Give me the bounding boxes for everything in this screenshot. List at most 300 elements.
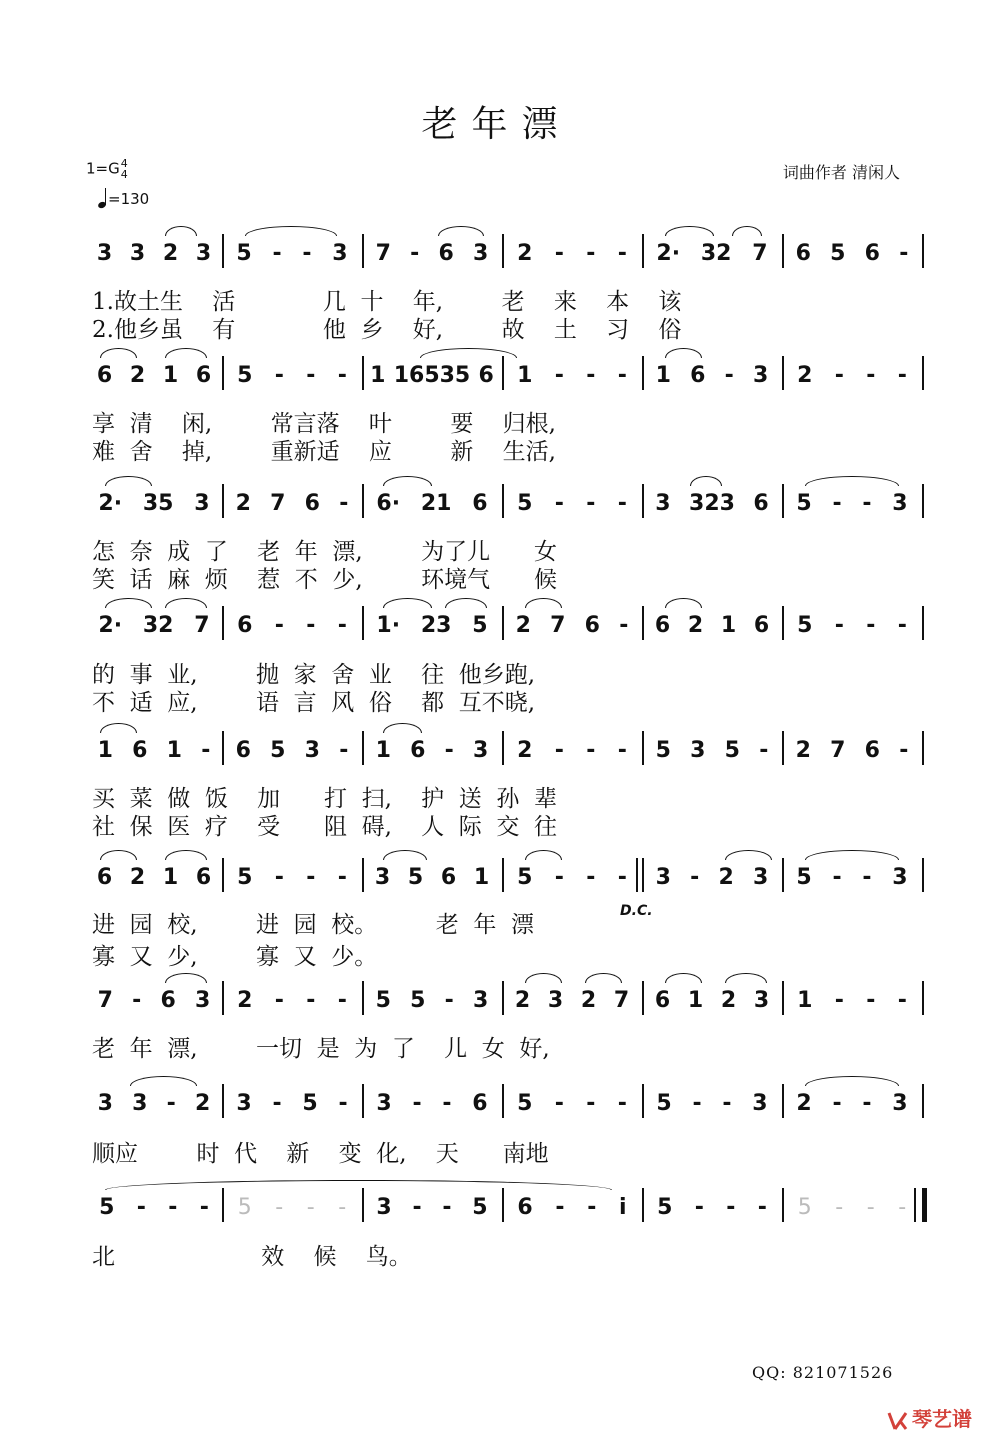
note: 3 [195,987,211,1013]
measure [786,862,918,892]
bar-line [642,1188,644,1222]
note: - [586,864,596,890]
note: - [617,864,627,890]
measure [786,360,918,390]
note: 16535 [393,362,471,388]
measure [88,238,220,268]
note: 6 [96,864,113,890]
slur-mark [245,226,337,236]
note: 2 [795,737,811,763]
note: 6 [440,864,457,890]
note: - [554,240,564,266]
note: 6 [795,240,811,266]
measure [226,1088,358,1118]
bar-line [782,858,784,892]
note: 5 [302,1090,318,1116]
note: 5 [236,240,252,266]
note: 3 [690,737,706,763]
note: - [866,987,876,1013]
note: - [306,362,316,388]
bar-line [222,858,224,892]
bar-line [222,1084,224,1118]
measure [646,238,778,268]
note: 3 [473,737,489,763]
measure [366,862,498,892]
note: - [834,987,844,1013]
note: - [586,362,596,388]
measure [646,735,778,765]
bar-line [362,234,364,268]
note: - [306,612,316,638]
note: 2 [517,240,533,266]
note: 7 [752,240,768,266]
bar-line [502,356,504,390]
slur-mark [805,850,899,860]
dc-marking: D.C. [620,903,653,919]
lyric-line: 不 适 应, 语 言 风 俗 都 互不晓, [92,690,536,716]
note: 6 [864,737,880,763]
note: 3 [304,737,320,763]
note: - [554,490,564,516]
note: - [199,1194,209,1220]
note: 3 [752,1090,768,1116]
brand-logo [886,1403,972,1432]
note: - [337,864,347,890]
bar-line [782,1084,784,1118]
note: - [302,240,312,266]
note: - [274,362,284,388]
note: 5 [407,864,424,890]
note: 21 [420,490,452,516]
song-title: 老年漂 [421,104,572,145]
lyric-line: 的 事 业, 抛 家 舍 业 往 他乡跑, [92,662,536,688]
note: 3 [132,1090,148,1116]
bar-line [502,731,504,765]
note: - [832,1090,842,1116]
score-row [88,985,928,1025]
note: - [757,1194,767,1220]
score-row [88,735,928,775]
note: 2 [162,240,179,266]
note: 5 [237,1194,252,1220]
note: 6 [195,864,212,890]
score-row [88,238,928,278]
measure [88,985,220,1015]
note: - [444,987,454,1013]
note: 7 [270,490,286,516]
slur-mark [805,1076,899,1086]
slur-mark [105,1180,612,1190]
key-prefix: 1=G [86,159,120,178]
note: - [694,1194,704,1220]
note: 3 [195,240,212,266]
slur-mark [130,1076,197,1086]
measure [646,862,778,892]
note: 3 [753,362,769,388]
note: - [412,1090,422,1116]
note: 1 [162,362,179,388]
note: 6 [478,362,494,388]
note: - [168,1194,178,1220]
bar-line [502,858,504,892]
note: 3 [473,240,489,266]
note: 2 [235,490,251,516]
measure [506,610,638,640]
note: - [586,240,596,266]
bar-line [222,981,224,1015]
note: 6 [690,362,706,388]
note: - [617,362,627,388]
bar-line [922,1084,924,1118]
note: 6 [472,490,488,516]
bar-line [922,731,924,765]
note: 3 [892,1090,908,1116]
bar-line [502,1188,504,1222]
score-row [88,488,928,528]
note: 3 [194,490,210,516]
bar-line [642,356,644,390]
note: 2· [98,612,123,638]
bar-line [222,731,224,765]
note: 1 [720,612,737,638]
note: 6 [864,240,880,266]
slur-mark [438,226,484,236]
lyric-line: 顺应 时 代 新 变 化, 天 南地 [92,1141,549,1167]
note: - [617,737,627,763]
note: - [897,987,907,1013]
bar-line [782,981,784,1015]
note: 1 [166,737,182,763]
note: - [899,737,909,763]
slur-mark [105,476,152,486]
note: 6 [195,362,212,388]
bar-line [922,356,924,390]
note: - [136,1194,146,1220]
bar-line [222,234,224,268]
note: 3 [655,490,671,516]
note: 5 [237,362,253,388]
note: 2 [515,612,531,638]
slur-mark [420,348,517,358]
bar-line [502,981,504,1015]
measure [786,238,918,268]
note: 2 [129,864,146,890]
bar-line [502,606,504,640]
lyric-line: 享 清 闲, 常言落 叶 要 归根, [92,411,556,437]
note: 5 [410,987,426,1013]
measure [646,1088,778,1118]
measure [88,735,220,765]
note: 2 [796,1090,812,1116]
note: 6 [304,490,320,516]
bar-line [782,731,784,765]
note: - [724,362,734,388]
note: 3 [97,1090,113,1116]
note: 2 [797,362,813,388]
note: - [337,362,347,388]
note: 6 [584,612,600,638]
key-signature [86,158,128,180]
bar-line [782,234,784,268]
measure [226,360,358,390]
note: 2 [237,987,253,1013]
note: - [897,612,907,638]
tempo-value: =130 [108,190,150,208]
note: 6 [654,987,671,1013]
lyric-line: 寡 又 少, 寡 又 少。 [92,944,378,970]
measure [786,488,918,518]
note: 6 [237,612,253,638]
note: - [272,240,282,266]
note: - [617,1090,627,1116]
note: 32 [700,240,732,266]
note: - [835,1194,844,1220]
bar-line [362,1084,364,1118]
note: - [338,1194,347,1220]
bar-line [642,484,644,518]
slur-mark [525,598,562,608]
lyric-line: 老 年 漂, 一切 是 为 了 儿 女 好, [92,1036,550,1062]
note: 3 [753,864,769,890]
lyric-line: 买 菜 做 饭 加 打 扫, 护 送 孙 辈 [92,786,558,812]
slur-mark [525,850,562,860]
note: 5 [796,490,812,516]
note: 3 [129,240,146,266]
note: - [586,737,596,763]
bar-line [922,1188,927,1222]
score-row [88,1192,928,1232]
note: 3 [892,490,908,516]
note: - [898,1194,907,1220]
note: 7 [550,612,566,638]
measure [88,360,220,390]
note: 6 [753,490,769,516]
note: 1 [797,987,813,1013]
quarter-note-icon [98,188,108,208]
note: - [866,612,876,638]
slur-mark [445,598,487,608]
note: 2 [517,737,533,763]
note: 5 [830,240,846,266]
measure [88,1192,220,1222]
note: - [726,1194,736,1220]
measure [506,985,638,1015]
measure [506,735,638,765]
note: 5 [724,737,740,763]
measure [506,1192,638,1222]
note: 5 [657,1194,673,1220]
note: 5 [656,1090,672,1116]
brand-name: 琴艺谱 [912,1407,972,1431]
slur-mark [805,476,899,486]
note: 5 [517,864,533,890]
time-den: 4 [120,168,128,181]
note: - [338,1090,348,1116]
slur-mark [585,973,622,983]
note: - [692,1090,702,1116]
note: - [554,362,564,388]
note: - [619,612,629,638]
note: 3 [655,864,671,890]
note: 5 [472,1194,488,1220]
note: 2 [580,987,597,1013]
note: - [306,1194,315,1220]
measure [366,1088,498,1118]
note: - [166,1090,176,1116]
note: 7 [375,240,391,266]
bar-line [922,606,924,640]
note: - [554,737,564,763]
bar-line [782,606,784,640]
bar-line [922,234,924,268]
note: 3 [547,987,564,1013]
measure [366,238,498,268]
bar-line [362,484,364,518]
note: 2 [195,1090,211,1116]
measure [646,488,778,518]
bar-line [222,606,224,640]
slur-mark [165,226,197,236]
note: 35 [142,490,174,516]
note: 3 [96,240,113,266]
note: 6 [654,612,671,638]
note: - [306,864,316,890]
bar-line [502,1084,504,1118]
measure [786,1088,918,1118]
note: - [866,1194,875,1220]
note: - [337,987,347,1013]
note: 6 [235,737,251,763]
measure [88,610,220,640]
bar-line [222,356,224,390]
slur-mark [383,476,432,486]
note: - [899,240,909,266]
note: - [201,737,211,763]
bar-line [642,234,644,268]
note: - [834,362,844,388]
bar-line [922,858,924,892]
note: 6 [132,737,148,763]
bar-line [782,1188,784,1222]
note: - [617,240,627,266]
note: - [832,490,842,516]
measure [366,985,498,1015]
note: 1 [375,737,391,763]
note: 23 [420,612,452,638]
note: - [412,1194,422,1220]
slur-mark [383,850,427,860]
note: 7 [613,987,630,1013]
note: 323 [689,490,735,516]
note: 3 [376,1090,392,1116]
note: 2· [656,240,681,266]
lyric-line: 进 园 校, 进 园 校。 老 年 漂 [92,912,535,938]
note: 3 [376,1194,392,1220]
note: - [339,737,349,763]
note: 3 [892,864,908,890]
credit: 词曲作者 清闲人 [782,163,900,182]
score-row [88,862,928,902]
note: 6· [376,490,401,516]
note: 6 [438,240,454,266]
bar-line [362,858,364,892]
slur-mark [165,850,207,860]
measure [226,610,358,640]
measure [506,488,638,518]
bar-line [642,858,644,892]
lyric-line: 北 效 候 鸟。 [92,1244,412,1270]
note: 5 [797,612,813,638]
slur-mark [100,348,137,358]
measure [506,1088,638,1118]
slur-mark [665,973,702,983]
note: 5 [270,737,286,763]
note: 3 [236,1090,252,1116]
measure [786,735,918,765]
note: 2 [720,987,737,1013]
measure [88,488,220,518]
note: - [832,864,842,890]
measure [226,1192,358,1222]
measure [366,735,498,765]
bar-line [922,981,924,1015]
note: - [132,987,142,1013]
bar-line [642,731,644,765]
note: - [306,987,316,1013]
slur-mark [100,723,137,733]
note: 2· [98,490,123,516]
note: 5 [472,612,488,638]
note: - [586,490,596,516]
measure [366,1192,498,1222]
slur-mark [725,973,767,983]
note: 3 [473,987,489,1013]
bar-line [222,1188,224,1222]
time-signature [121,158,128,180]
measure [226,985,358,1015]
bar-line [782,484,784,518]
note: - [554,1090,564,1116]
bar-line [362,606,364,640]
note: - [862,490,872,516]
note: 2 [687,612,704,638]
note: 1 [162,864,179,890]
tempo-marking [98,188,149,208]
note: - [274,864,284,890]
note: 5 [237,864,253,890]
slur-mark [100,850,137,860]
note: 2 [514,987,531,1013]
note: - [722,1090,732,1116]
note: 3 [332,240,348,266]
note: 6 [517,1194,533,1220]
note: 5 [797,1194,812,1220]
note: - [587,1194,597,1220]
slur-mark [525,973,562,983]
note: - [275,1194,284,1220]
measure [506,862,638,892]
note: 1 [97,737,113,763]
note: - [442,1090,452,1116]
measure [646,1192,778,1222]
note: - [586,1090,596,1116]
note: 1 [655,362,671,388]
note: - [897,362,907,388]
note: 6 [472,1090,488,1116]
note: 1 [517,362,533,388]
measure [786,1192,918,1222]
measure [366,488,498,518]
